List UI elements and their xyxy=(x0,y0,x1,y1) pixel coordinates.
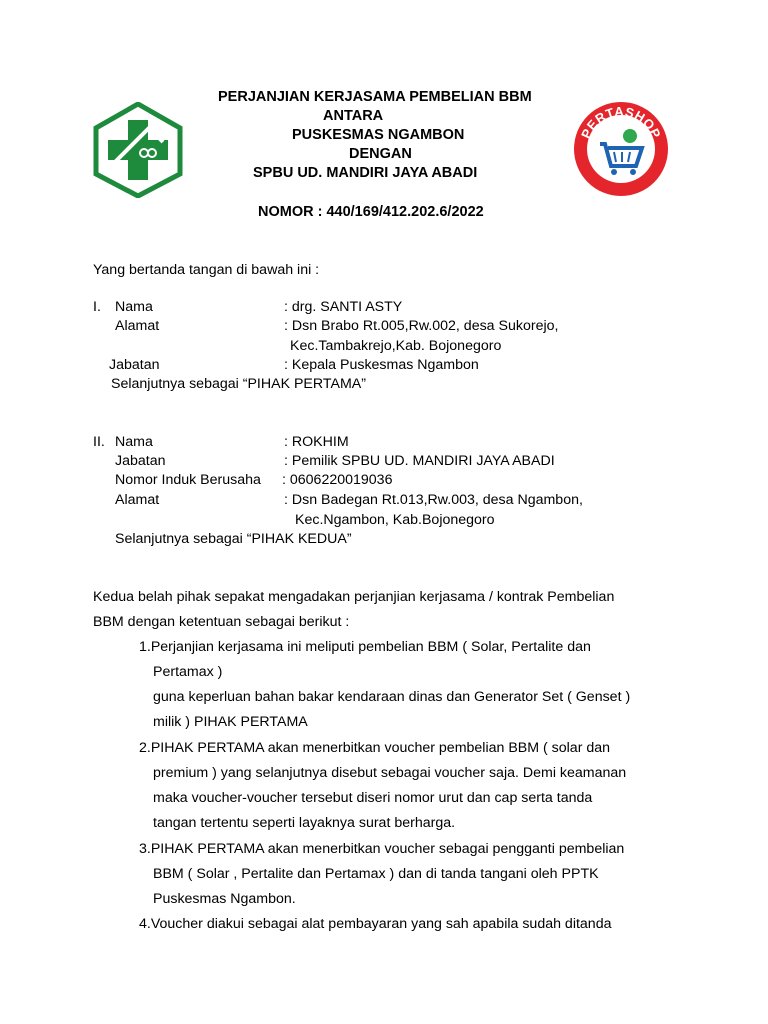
party2-nama-value: : ROKHIM xyxy=(284,434,349,450)
pertashop-logo-text: PERTASHOP xyxy=(578,103,664,141)
agreement-intro-2: BBM dengan ketentuan sebagai berikut : xyxy=(93,614,350,630)
party1-nama-label: Nama xyxy=(115,299,153,315)
item3-line3: Puskesmas Ngambon. xyxy=(153,891,296,907)
intro-text: Yang bertanda tangan di bawah ini : xyxy=(93,262,320,278)
party2-nib-value: : 0606220019036 xyxy=(282,472,393,488)
party1-alamat-value-2: Kec.Tambakrejo,Kab. Bojonegoro xyxy=(290,338,502,354)
party1-alamat-label: Alamat xyxy=(115,318,160,334)
item2-line4: tangan tertentu seperti layaknya surat berharga. xyxy=(153,815,456,831)
party2-jabatan-label: Jabatan xyxy=(115,453,166,469)
item4-line1: 4.Voucher diakui sebagai alat pembayaran yang sah apabila sudah ditanda xyxy=(139,916,612,932)
party2-selanjutnya: Selanjutnya sebagai “PIHAK KEDUA” xyxy=(115,531,352,547)
item1-line1: 1.Perjanjian kerjasama ini meliputi pembelian BBM ( Solar, Pertalite dan xyxy=(139,639,591,655)
item2-line2: premium ) yang selanjutnya disebut sebagai voucher saja. Demi keamanan xyxy=(153,765,627,781)
agreement-intro-1: Kedua belah pihak sepakat mengadakan perjanjian kerjasama / kontrak Pembelian xyxy=(93,589,615,605)
title-line-1: PERJANJIAN KERJASAMA PEMBELIAN BBM xyxy=(218,89,532,105)
puskesmas-logo xyxy=(93,102,183,198)
title-line-5: SPBU UD. MANDIRI JAYA ABADI xyxy=(253,165,478,181)
party2-alamat-value-2: Kec.Ngambon, Kab.Bojonegoro xyxy=(295,512,495,528)
title-line-3: PUSKESMAS NGAMBON xyxy=(292,127,465,143)
document-number: NOMOR : 440/169/412.202.6/2022 xyxy=(258,204,484,220)
title-line-2: ANTARA xyxy=(323,108,384,124)
item3-line1: 3.PIHAK PERTAMA akan menerbitkan voucher sebagai pengganti pembelian xyxy=(139,841,625,857)
party2-number: II. xyxy=(93,434,105,450)
party1-selanjutnya: Selanjutnya sebagai “PIHAK PERTAMA” xyxy=(111,376,366,392)
item2-line3: maka voucher-voucher tersebut diseri nomor urut dan cap serta tanda xyxy=(153,790,593,806)
item2-line1: 2.PIHAK PERTAMA akan menerbitkan voucher pembelian BBM ( solar dan xyxy=(139,740,611,756)
title-line-4: DENGAN xyxy=(349,146,412,162)
party2-nama-label: Nama xyxy=(115,434,153,450)
party1-alamat-value-1: : Dsn Brabo Rt.005,Rw.002, desa Sukorejo, xyxy=(284,318,559,334)
item1-line4: milik ) PIHAK PERTAMA xyxy=(153,714,308,730)
pertashop-logo xyxy=(572,100,670,198)
party1-jabatan-label: Jabatan xyxy=(109,357,160,373)
item1-line2: Pertamax ) xyxy=(153,664,223,680)
party1-jabatan-value: : Kepala Puskesmas Ngambon xyxy=(284,357,479,373)
item3-line2: BBM ( Solar , Pertalite dan Pertamax ) dan di tanda tangani oleh PPTK xyxy=(153,866,599,882)
party2-jabatan-value: : Pemilik SPBU UD. MANDIRI JAYA ABADI xyxy=(284,453,555,469)
puskesmas-cross-icon xyxy=(93,102,183,198)
party2-alamat-value-1: : Dsn Badegan Rt.013,Rw.003, desa Ngambon, xyxy=(284,492,583,508)
item1-line3: guna keperluan bahan bakar kendaraan dinas dan Generator Set ( Genset ) xyxy=(153,689,631,705)
party1-number: I. xyxy=(93,299,101,315)
party2-nib-label: Nomor Induk Berusaha xyxy=(115,472,261,488)
party2-alamat-label: Alamat xyxy=(115,492,160,508)
party1-nama-value: : drg. SANTI ASTY xyxy=(284,299,403,315)
pertashop-badge-icon xyxy=(572,100,670,198)
